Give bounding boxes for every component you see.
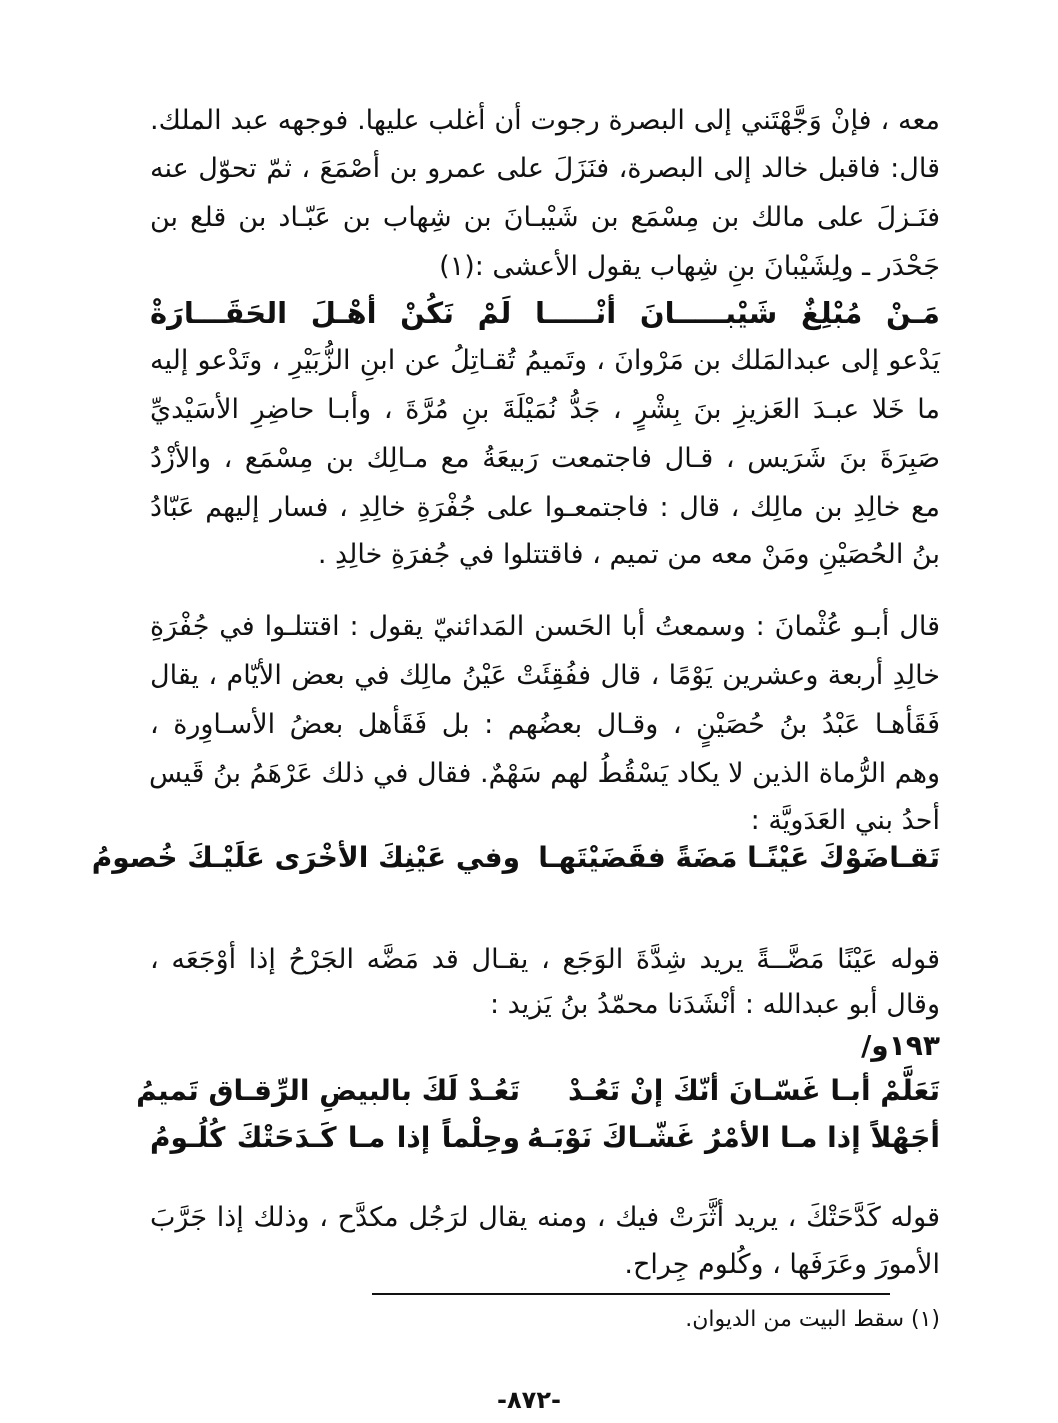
verse2-line-2	[150, 1113, 940, 1163]
para1-line-1: معه ، فإنْ وَجَّهْتَني إلى البصرة رجوت أن أغلب عليها. فوجهه عبد الملك.	[150, 105, 940, 136]
para1-line-4: جَحْدَر ـ ولِشَيْبانَ بنِ شِهاب يقول الأعشى :(١)	[439, 251, 940, 282]
para1-line-3: فنَـزلَ على مالك بن مِسْمَع بن شَيْبـانَ بن شِهاب بن عَبّـاد بن قلع بن	[150, 202, 940, 233]
para3-line-4: وهم الرُّماة الذين لا يكاد يَسْقُطُ لهم سَهْمٌ. فقال في ذلك عَرْهَمُ بنُ قَيس	[148, 758, 940, 789]
verse1-first-hemistich: تَقـاضَوْكَ عَيْنًـا مَضَةً فقَضَيْتَهـا	[538, 841, 940, 874]
para1-line-2: قال: فاقبل خالد إلى البصرة، فنَزَلَ على عمرو بن أصْمَعَ ، ثمّ تحوّل عنه	[150, 153, 940, 184]
para2-line-5: بنُ الحُصَيْنِ ومَنْ معه من تميم ، فاقتتلوا في جُفرَةِ خالِدِ .	[317, 539, 940, 570]
para3-line-2: خالِدِ أربعة وعشرين يَوْمًا ، قال ففُقِئَتْ عَيْنُ مالِك في بعض الأيّام ، يقال	[150, 660, 940, 691]
verse1	[91, 833, 940, 883]
para2-line-3: صَبِرَةَ بنَ شَرَيس ، قـال فاجتمعت رَبيعَةُ مع مـالِك بن مِسْمَع ، والأزْدُ	[150, 443, 940, 474]
para4-line-2: وقال أبو عبدالله : أنْشَدَنا محمّدُ بنُ يَزيد :	[489, 989, 940, 1020]
verse2-line-1-second-hemistich: تَعُـدْ لَكَ بالبيضِ الرِّقـاق تَميمُ	[136, 1074, 520, 1107]
para2-line-2: ما خَلا عبـدَ العَزيزِ بنَ بِشْرٍ ، جَدُّ نُمَيْلَةَ بنِ مُرَّةَ ، وأبـا حاضِرِ الأسَيْديِّ	[150, 394, 940, 425]
para3-line-3: فَقَأهـا عَبْدُ بنُ حُصَيْنٍ ، وقـال بعضُهم : بل فَقَأهل بعضُ الأسـاوِرة ،	[150, 709, 940, 740]
para3-line-5: أحدُ بني العَدَويَّة :	[750, 805, 940, 836]
page-number: -٨٧٢-	[497, 1386, 561, 1414]
para4-line-1: قوله عَيْنًا مَضَّــةً يريد شِدَّةَ الوَجَع ، يقـال قد مَضَّه الجَرْحُ إذا أوْجَعَه ،	[150, 944, 940, 975]
footnote: (١) سقط البيت من الديوان.	[685, 1307, 940, 1332]
verse1-second-hemistich: وفي عَيْنِكَ الأخْرَى عَلَيْـكَ خُصومُ	[91, 841, 520, 874]
verse2-line-2-second-hemistich: وحِلْماً إذا مـا كَـدَحَتْكَ كُلُـومُ	[150, 1121, 520, 1154]
verse2-line-1	[136, 1066, 940, 1116]
para2-line-4: مع خالِدِ بن مالِك ، قال : فاجتمعـوا على جُفْرَةِ خالِدِ ، فسار إليهم عَبّادُ	[150, 492, 940, 523]
para5-line-1: قوله كَدَّحَتْكَ ، يريد أثَّرَتْ فيك ، ومنه يقال لرَجُل مكدَّح ، وذلك إذا جَرَّبَ	[150, 1202, 940, 1233]
verse2-line-1-first-hemistich: تَعَلَّمْ أبـا غَسّـانَ أنّكَ إنْ تَعُـدْ	[568, 1074, 940, 1107]
para3-line-1: قال أبـو عُثْمانَ : وسمعتُ أبا الحَسن المَدائنيّ يقول : اقتتلـوا في جُفْرَةِ	[150, 611, 940, 642]
verse2-line-2-first-hemistich: أجَهْلاً إذا مـا الأمْرُ غَشّـاكَ نَوْبَـهُ	[527, 1121, 940, 1154]
folio-mark: ١٩٣و/	[861, 1029, 940, 1062]
footnote-separator	[372, 1293, 890, 1295]
para2-line-1: يَدْعو إلى عبدالمَلك بن مَرْوانَ ، وتَميمُ تُقـاتِلُ عن ابنِ الزُّبَيْرِ ، وتَدْعو إليه	[150, 345, 940, 376]
verse-single: مَـنْ مُبْلِغٌ شَيْبـــــانَ أنْـــــا لَمْ نَكُنْ أهْـلَ الحَقَـــارَةْ	[150, 296, 940, 330]
para5-line-2: الأمورَ وعَرَفَها ، وكُلوم جِراح.	[624, 1249, 940, 1280]
